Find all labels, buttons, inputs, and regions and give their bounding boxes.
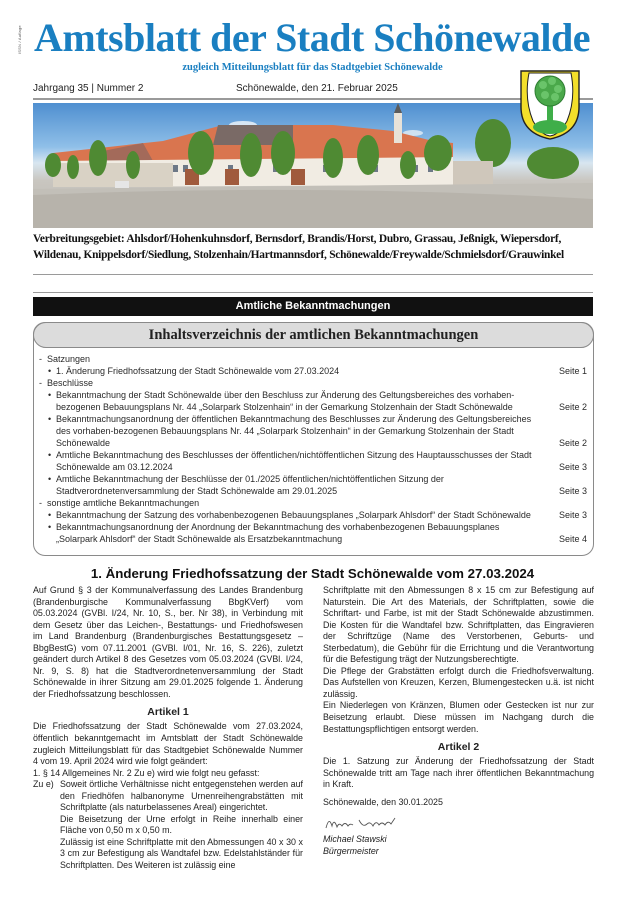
artikel-2-paragraph: Die 1. Satzung zur Änderung der Friedhofssatzung der Stadt Schönewalde tritt am Tage nach ihrer öffentlichen Bekanntmachung in Kraft. xyxy=(323,756,594,790)
zu-e-paragraph-4: Die Pflege der Grabstätten erfolgt durch die Friedhofsverwaltung. Das Aufstellen von Kreuzen, Kerzen, Blumengestecken u.ä. ist nicht zulässig. xyxy=(323,665,594,699)
page-ref: Seite 2 xyxy=(558,438,587,448)
zu-e-paragraph-2: Die Beisetzung der Urne erfolgt in Reihe innerhalb einer Fläche von 0,50 m x 0,50 m. xyxy=(60,813,303,836)
section-heading: Amtliche Bekanntmachungen xyxy=(33,297,593,316)
zu-e-paragraph-3-cont: Schriftplatte mit den Abmessungen 8 x 15 cm zur Befestigung auf Naturstein. Die Art des Materials, der Schriftplatten, sowie die Schriftart- und Farbe, ist mit der Stadt Schönewalde abzustimmen. Die Kosten für die Wandtafel bzw. Schriftplatten, das Eingravieren der Schriftzüge (Name des Verstorbenen, Geburts- und Sterbedatum), die Gebühr für die Errichtung und die Verantwortung für die Befestigung trägt der Nutzungsberechtigte. xyxy=(323,585,594,665)
divider xyxy=(33,98,593,100)
toc-entry[interactable]: • Bekanntmachung der Stadt Schönewalde über den Beschluss zur Änderung des Geltungsbereiches des vorhaben-bezogenen Bebauungsplans Nr. 44 „Solarpark Stolzenhain“ in der Gemarkung Stolzenhain der Stadt Schönewalde Seite 2 xyxy=(48,390,587,412)
page-ref: Seite 3 xyxy=(558,462,587,472)
article-column-left xyxy=(33,585,303,872)
bullet-icon: • xyxy=(48,510,52,520)
zu-e-label: Zu e) xyxy=(33,779,54,790)
toc-entry[interactable]: • Bekanntmachung der Satzung des vorhabenbezogenen Bebauungsplanes „Solarpark Ahlsdorf“ der Stadt Schönewalde Seite 3 xyxy=(48,510,587,520)
bullet-icon: • xyxy=(48,366,52,376)
distribution-area: Verbreitungsgebiet: Ahlsdorf/Hohenkuhnsdorf, Bernsdorf, Brandis/Horst, Dubro, Grassau, Jeßnigk, Wiepersdorf, Wildenau, Knippelsdorf/Siedlung, Stolzenhain/Hartmannsdorf, Schönewalde/Freywalde/Schmielsdorf/Grauwinkel xyxy=(33,233,564,261)
zu-e-paragraph-3: Zulässig ist eine Schriftplatte mit den Abmessungen 40 x 30 x 3 cm zur Befestigung als Wandtafel bzw. Edelstahlständer für Schriftplatten. Des Weiteren ist zulässig eine xyxy=(60,836,303,871)
page-ref: Seite 3 xyxy=(558,510,587,520)
toc-category: - Beschlüsse xyxy=(39,377,587,389)
toc-entry[interactable]: • Amtliche Bekanntmachung der Beschlüsse der 01./2025 öffentlichen/nichtöffentlichen Sitzung der Stadtverordnetenversammlung der Stadt Schönewalde am 29.01.2025 Seite 3 xyxy=(48,474,587,496)
table-of-contents xyxy=(33,322,594,556)
toc-category: - sonstige amtliche Bekanntmachungen xyxy=(39,497,587,509)
zu-e-paragraph-5: Ein Niederlegen von Kränzen, Blumen oder Gestecken ist nur zur Beisetzung erlaubt. Diese müssen im Nachgang durch die Bestattungspflichtigen entsorgt werden. xyxy=(323,700,594,734)
toc-entry[interactable]: • Amtliche Bekanntmachung des Beschlusses der öffentlichen/nichtöffentlichen Sitzung des Hauptausschusses der Stadt Schönewalde am 03.12.2024 Seite 3 xyxy=(48,450,587,472)
artikel-2-heading: Artikel 2 xyxy=(437,741,480,754)
toc-entry[interactable]: • Bekanntmachungsanordnung der öffentlichen Bekanntmachung des Beschlusses zur Änderung des Geltungsbereiches des vorhaben-bezogenen Bebauungsplans Nr. 44 „Solarpark Stolzenhain“ in der Gemarkung Stolzenhain der Stadt Schönewalde Seite 2 xyxy=(48,414,587,448)
artikel-1-heading: Artikel 1 xyxy=(147,706,189,719)
place-date: Schönewalde, den 30.01.2025 xyxy=(323,796,443,807)
toc-category: - Satzungen xyxy=(39,353,587,365)
article-title: 1. Änderung Friedhofssatzung der Stadt Schönewalde vom 27.03.2024 xyxy=(90,566,535,581)
masthead-title: Amtsblatt der Stadt Schönewalde xyxy=(34,15,591,60)
issn-side-code: ISSN / Auflage xyxy=(17,25,22,54)
page-ref: Seite 2 xyxy=(558,402,587,412)
bullet-icon: • xyxy=(48,390,52,400)
handwritten-signature-icon xyxy=(323,812,594,834)
bullet-icon: • xyxy=(48,414,52,424)
zu-e-paragraph-1: Soweit örtliche Verhältnisse nicht entgegenstehen werden auf den Friedhöfen halbanonyme Urnenreihengrabstätten mit Schriftplatte (als naturbelassenes Areal) eingerichtet. xyxy=(60,779,303,813)
divider xyxy=(33,274,593,275)
page-ref: Seite 3 xyxy=(558,486,587,496)
masthead-subtitle: zugleich Mitteilungsblatt für das Stadtgebiet Schönewalde xyxy=(182,62,443,73)
issue-number: Jahrgang 35 | Nummer 2 xyxy=(33,83,144,94)
artikel-1-paragraph: Die Friedhofssatzung der Stadt Schönewalde vom 27.03.2024, öffentlich bekanntgemacht im Amtsblatt der Stadt Schönewalde zugleich Mitteilungsblatt für das Stadtgebiet Schönewalde Nummer 4 vom 19. April 2024 wird wie folgt geändert: xyxy=(33,721,303,767)
bullet-icon: • xyxy=(48,450,52,460)
page-ref: Seite 1 xyxy=(558,366,587,376)
bullet-icon: • xyxy=(48,522,52,532)
artikel-1-point: 1. § 14 Allgemeines Nr. 2 Zu e) wird wie folgt neu gefasst: xyxy=(33,767,260,778)
bullet-icon: • xyxy=(48,474,52,484)
toc-entry[interactable]: • Bekanntmachungsanordnung der Anordnung der Bekanntmachung des vorhabenbezogenen Bebauungsplanes „Solarpark Ahlsdorf“ der Stadt Schönewalde als Ersatzbekanntmachung Seite 4 xyxy=(48,522,587,544)
town-square-photo xyxy=(33,103,593,228)
signer-title: Bürgermeister xyxy=(323,845,379,856)
signer-name: Michael Stawski xyxy=(323,834,387,845)
article-intro: Auf Grund § 3 der Kommunalverfassung des Landes Brandenburg (Brandenburgische Kommunalverfassung BbgKVerf) vom 05.03.2024 (GVBl. I/24, Nr. 10, S., ber. Nr 38), in Verbindung mit dem Gesetz über das Leichen-, Bestattungs- und Friedhofswesen im Land Brandenburg (Brandenburgisches Bestattungsgesetz – BbgBestG) vom 07.11.2001 (GVBl. I/01, Nr. 16, S. 226), zuletzt geändert durch Artikel 8 des Gesetzes vom 05.03.2024 (GVBl. I/24, Nr. 9, S. 8) hat die Stadtverordnetenversammlung der Stadt Schönewalde in ihrer Sitzung am 29.01.2025 folgende 1. Änderung der Friedhofssatzung beschlossen. xyxy=(33,585,303,699)
issue-date: Schönewalde, den 21. Februar 2025 xyxy=(236,83,398,94)
article-column-right xyxy=(323,585,594,857)
page-ref: Seite 4 xyxy=(558,534,587,544)
divider xyxy=(33,292,593,293)
toc-title: Inhaltsverzeichnis der amtlichen Bekanntmachungen xyxy=(33,322,594,348)
tree-coat-of-arms-icon xyxy=(519,69,581,141)
toc-entry[interactable]: • 1. Änderung Friedhofssatzung der Stadt Schönewalde vom 27.03.2024 Seite 1 xyxy=(48,366,587,376)
